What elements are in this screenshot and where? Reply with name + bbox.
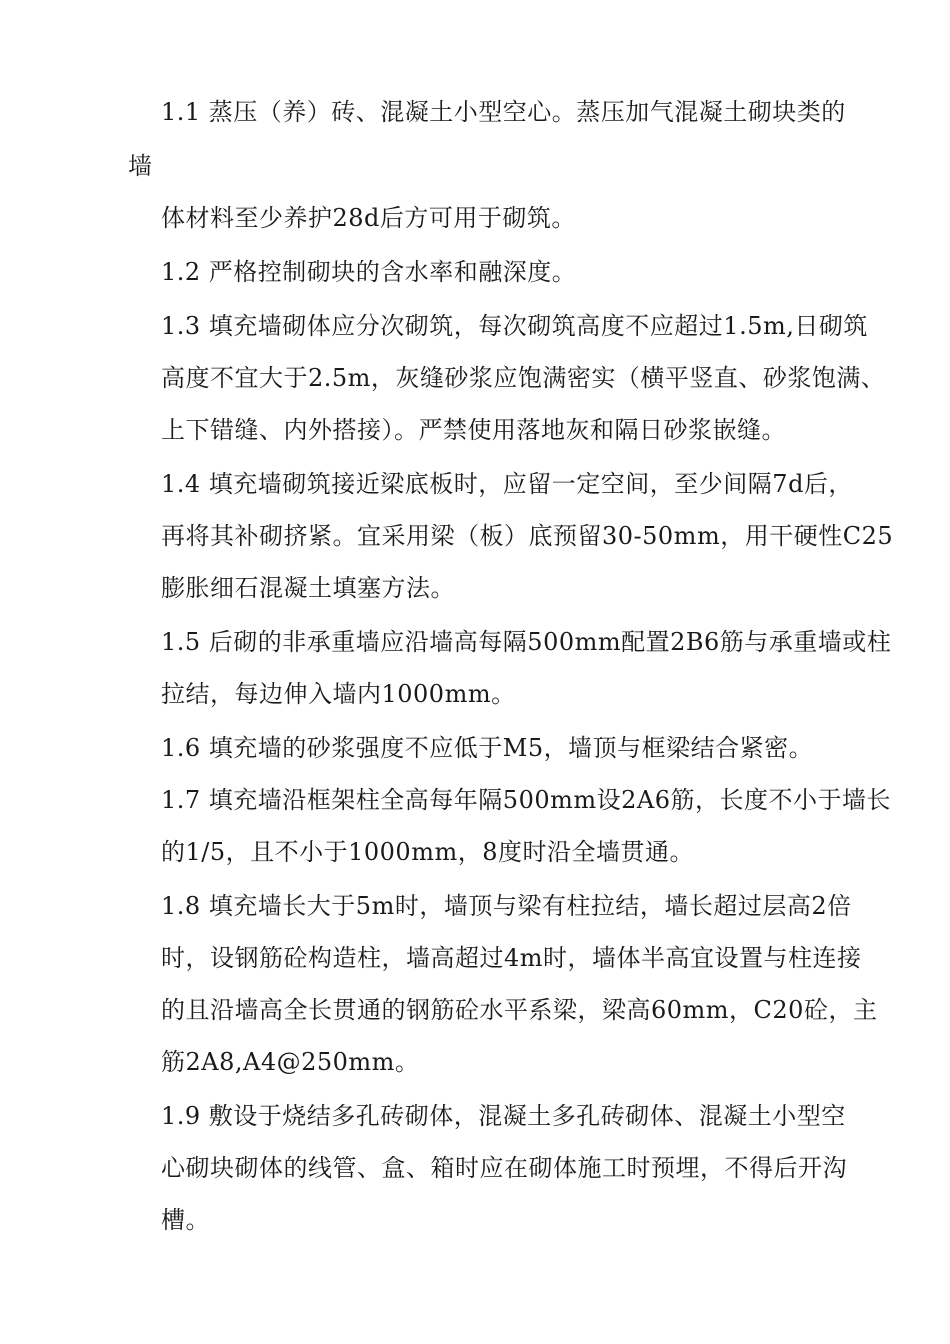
text-line: 1.2 严格控制砌块的含水率和融深度。 (161, 258, 577, 286)
text-line: 膨胀细石混凝土填塞方法。 (161, 574, 455, 602)
text-line: 的且沿墙高全长贯通的钢筋砼水平系梁，梁高60mm，C20砼，主 (161, 996, 878, 1024)
text-line: 1.4 填充墙砌筑接近梁底板时，应留一定空间，至少间隔7d后， (161, 470, 853, 498)
text-line: 1.9 敷设于烧结多孔砖砌体，混凝土多孔砖砌体、混凝土小型空 (161, 1102, 846, 1130)
text-line: 体材料至少养护28d后方可用于砌筑。 (161, 204, 576, 232)
text-line: 1.8 填充墙长大于5m时，墙顶与梁有柱拉结，墙长超过层高2倍 (161, 892, 852, 920)
text-line: 1.1 蒸压（养）砖、混凝土小型空心。蒸压加气混凝土砌块类的 (161, 98, 846, 126)
text-line: 高度不宜大于2.5m，灰缝砂浆应饱满密实（横平竖直、砂浆饱满、 (161, 364, 886, 392)
text-line: 拉结，每边伸入墙内1000mm。 (161, 680, 516, 708)
text-line: 的1/5，且不小于1000mm，8度时沿全墙贯通。 (161, 838, 694, 866)
text-line: 再将其补砌挤紧。宜采用梁（板）底预留30-50mm，用干硬性C25 (161, 522, 894, 550)
text-line: 1.3 填充墙砌体应分次砌筑，每次砌筑高度不应超过1.5m,日砌筑 (161, 312, 868, 340)
text-line: 上下错缝、内外搭接）。严禁使用落地灰和隔日砂浆嵌缝。 (161, 416, 786, 444)
text-line: 时，设钢筋砼构造柱，墙高超过4m时，墙体半高宜设置与柱连接 (161, 944, 862, 972)
text-line: 1.5 后砌的非承重墙应沿墙高每隔500mm配置2B6筋与承重墙或柱 (161, 628, 892, 656)
text-line: 1.7 填充墙沿框架柱全高每年隔500mm设2A6筋，长度不小于墙长 (161, 786, 891, 814)
text-line: 墙 (128, 152, 153, 180)
text-line: 槽。 (161, 1206, 210, 1234)
text-line: 筋2A8,A4@250mm。 (161, 1048, 420, 1076)
text-line: 心砌块砌体的线管、盒、箱时应在砌体施工时预埋，不得后开沟 (161, 1154, 847, 1182)
text-line: 1.6 填充墙的砂浆强度不应低于M5，墙顶与框梁结合紧密。 (161, 734, 814, 762)
